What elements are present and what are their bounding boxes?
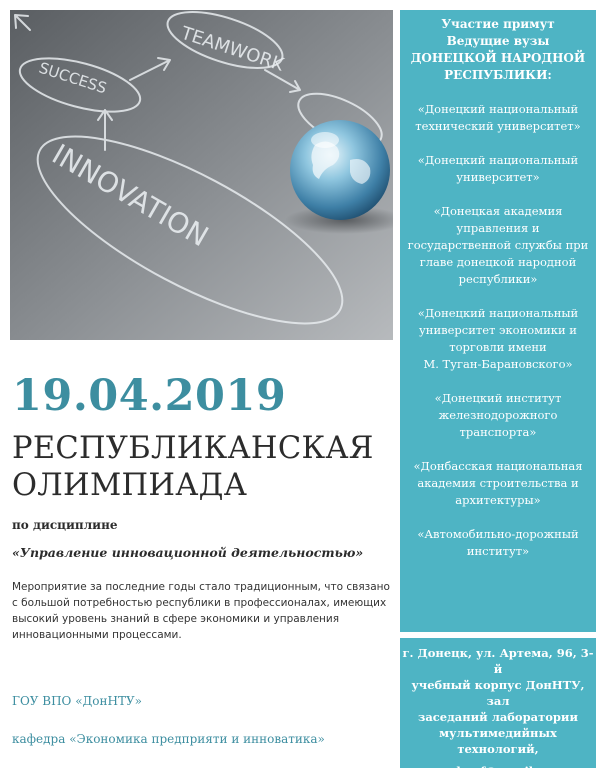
event-description: Мероприятие за последние годы стало традиционным, что связано с большой потребностью республики в профессионалах, имеющих высокий уровень знаний в сфере экономики и управления инновационными процессами.: [12, 581, 390, 641]
organization-name: ГОУ ВПО «ДонНТУ»: [12, 694, 143, 708]
header-photo: [10, 10, 393, 340]
discipline-byline: по дисциплине: [12, 518, 118, 532]
photo-word-innovation: INNOVATION: [46, 137, 215, 254]
innovation-globe-image: [10, 10, 393, 340]
university-item: «Донецкий национальный университет экономики и торговли имени М. Туган-Барановского»: [417, 306, 579, 371]
university-item: «Донецкий национальный технический университет»: [415, 102, 581, 133]
participants-panel: [400, 10, 596, 632]
photo-word-teamwork: TEAMWORK: [178, 22, 287, 76]
photo-word-success: SUCCESS: [36, 58, 109, 98]
contact-email: epr.konf@gmail.com: [431, 764, 565, 778]
university-item: «Донбасская национальная академия строительства и архитектуры»: [413, 459, 583, 507]
university-item: «Донецкий национальный университет»: [417, 153, 579, 184]
discipline-name: «Управление инновационной деятельностью»: [12, 545, 364, 560]
university-item: «Донецкая академия управления и государственной службы при главе донецкой народной республики»: [407, 204, 589, 286]
globe-icon: [290, 120, 390, 220]
university-item: «Донецкий институт железнодорожного транспорта»: [434, 391, 562, 439]
event-title: РЕСПУБЛИКАНСКАЯ ОЛИМПИАДА: [12, 431, 374, 503]
university-item: «Автомобильно-дорожный институт»: [417, 527, 579, 558]
event-date: 19.04.2019: [12, 371, 287, 421]
contact-panel: [400, 638, 596, 778]
department-name: кафедра «Экономика предприяти и инноватика»: [12, 732, 325, 746]
participants-heading: Участие примут Ведущие вузы ДОНЕЦКОЙ НАРОДНОЙ РЕСПУБЛИКИ:: [410, 17, 586, 82]
venue-address: г. Донецк, ул. Артема, 96, 3-й учебный корпус ДонНТУ, зал заседаний лаборатории мультимедийных технологий,: [402, 646, 594, 756]
